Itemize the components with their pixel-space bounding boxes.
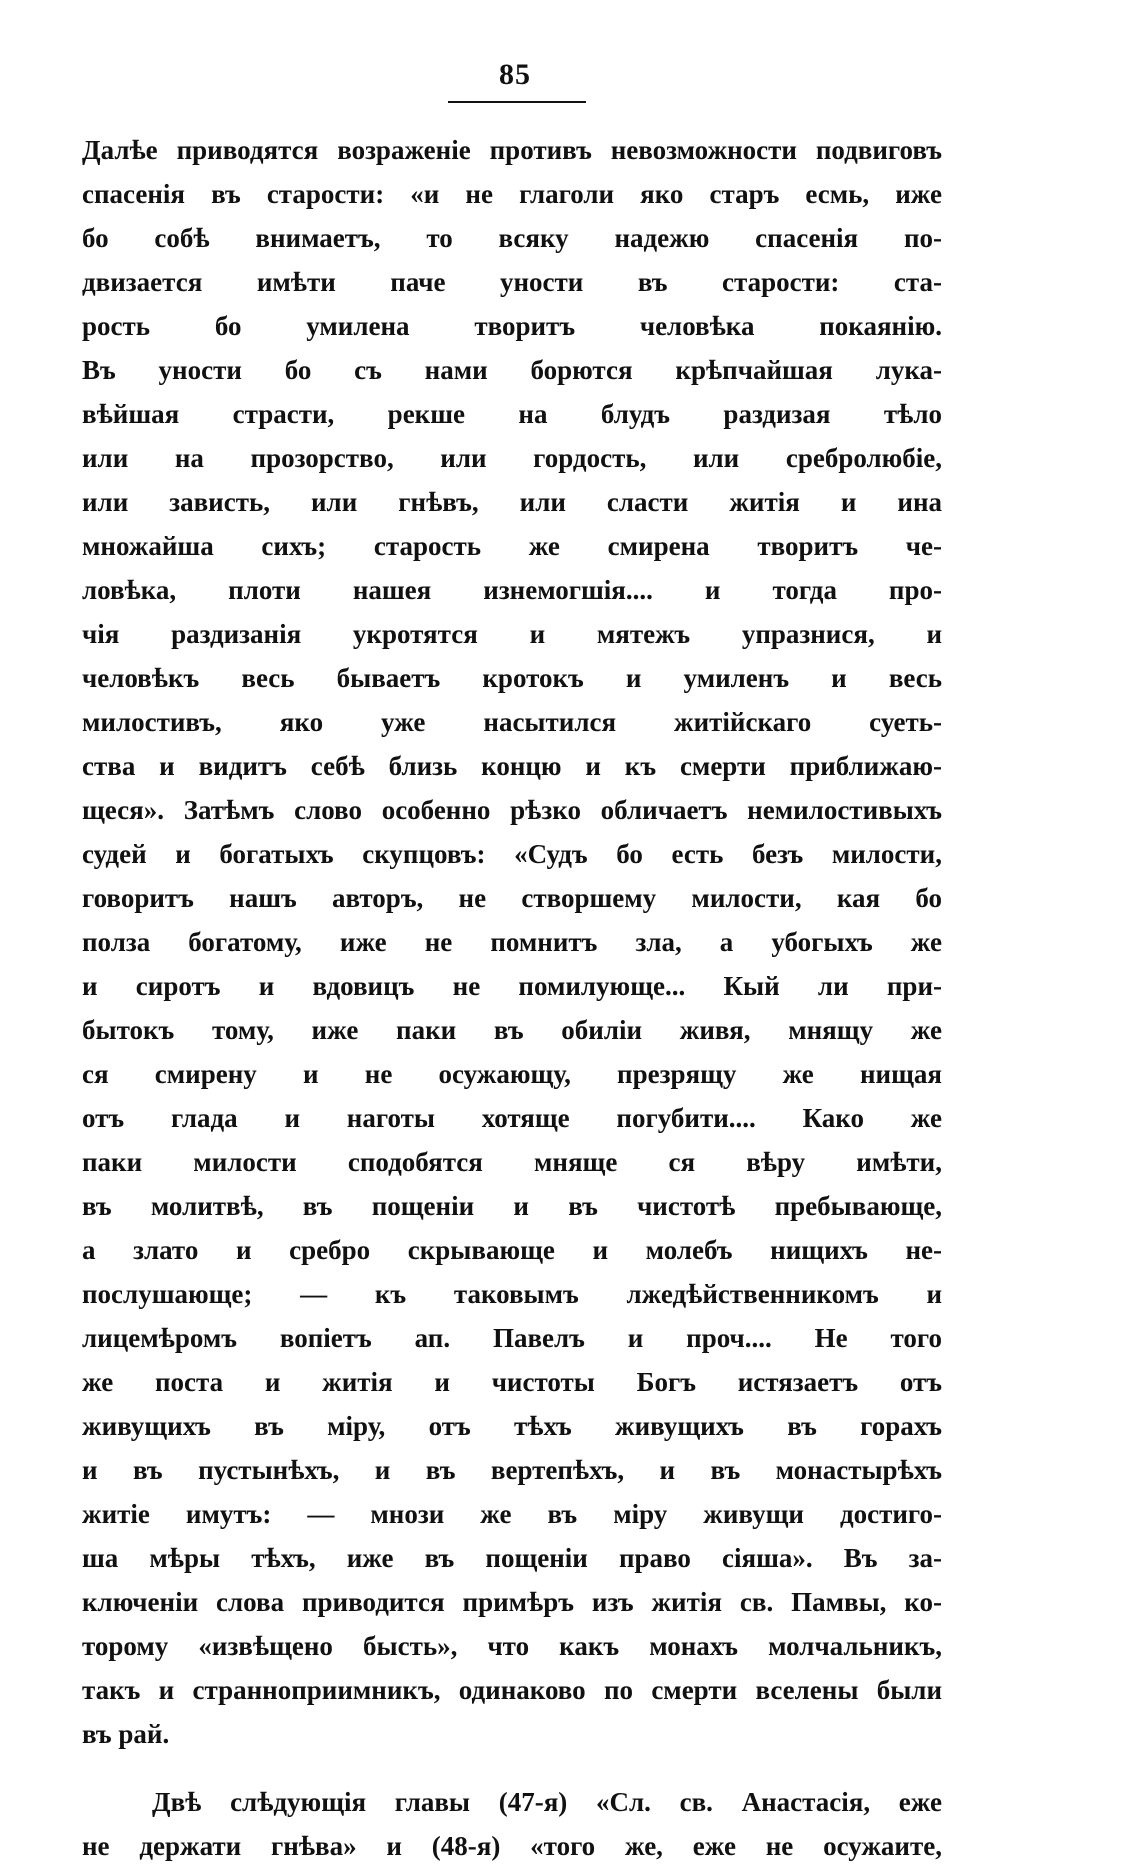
paragraph-gap [82, 1756, 942, 1780]
text-line: же поста и житія и чистоты Богъ истязаетъ отъ [82, 1367, 942, 1397]
text-line: такъ и странноприимникъ, одинаково по смерти вселены были [82, 1675, 942, 1705]
text-line: вѣйшая страсти, рекше на блудъ раздизая тѣло [82, 399, 942, 429]
text-line: живущихъ въ міру, отъ тѣхъ живущихъ въ горахъ [82, 1411, 942, 1441]
text-line: ша мѣры тѣхъ, иже въ пощеніи право сіяша». Въ за- [82, 1543, 942, 1573]
text-line: ключеніи слова приводится примѣръ изъ житія св. Памвы, ко- [82, 1587, 942, 1617]
paragraph-1 [82, 128, 942, 1756]
text-line: полза богатому, иже не помнитъ зла, а убогыхъ же [82, 927, 942, 957]
text-line: ловѣка, плоти нашея изнемогшія.... и тогда про- [82, 575, 942, 605]
text-line: бо собѣ внимаетъ, то всяку надежю спасенія по- [82, 223, 942, 253]
text-line: и въ пустынѣхъ, и въ вертепѣхъ, и въ монастырѣхъ [82, 1455, 942, 1485]
text-line: Двѣ слѣдующія главы (47-я) «Сл. св. Анастасія, еже [152, 1787, 942, 1817]
text-line: спасенія въ старости: «и не глаголи яко старъ есмь, иже [82, 179, 942, 209]
text-line: въ рай. [82, 1719, 170, 1749]
header-rule [448, 101, 586, 103]
text-line: и сиротъ и вдовицъ не помилующе... Кый ли при- [82, 971, 942, 1001]
text-line: щеся». Затѣмъ слово особенно рѣзко обличаетъ немилостивыхъ [82, 795, 942, 825]
text-line: не держати гнѣва» и (48-я) «того же, еже не осужаите, [82, 1831, 942, 1861]
text-line: или зависть, или гнѣвъ, или сласти житія и ина [82, 487, 942, 517]
text-line: торому «извѣщено бысть», что какъ монахъ молчальникъ, [82, 1631, 942, 1661]
text-line: говоритъ нашъ авторъ, не створшему милости, кая бо [82, 883, 942, 913]
text-line: бытокъ тому, иже паки въ обилiи живя, мнящу же [82, 1015, 942, 1045]
text-line: житіе имутъ: — мнози же въ міру живущи достиго- [82, 1499, 942, 1529]
text-line: милостивъ, яко уже насытился житійскаго суеть- [82, 707, 942, 737]
text-line: Далѣе приводятся возраженіе противъ невозможности подвиговъ [82, 135, 942, 165]
text-line: лицемѣромъ вопіетъ ап. Павелъ и проч.... Не того [82, 1323, 942, 1353]
text-line: множайша сихъ; старость же смирена творитъ че- [82, 531, 942, 561]
text-line: или на прозорство, или гордость, или сребролюбіе, [82, 443, 942, 473]
body-text [82, 128, 942, 1868]
page-number: 85 [499, 58, 531, 91]
text-line: Въ уности бо съ нами борются крѣпчайшая лука- [82, 355, 942, 385]
text-line: человѣкъ весь бываетъ кротокъ и умиленъ и весь [82, 663, 942, 693]
text-line: въ молитвѣ, въ пощеніи и въ чистотѣ пребывающе, [82, 1191, 942, 1221]
text-line: ся смирену и не осужающу, презрящу же нищая [82, 1059, 942, 1089]
text-line: ства и видитъ себѣ близь концю и къ смерти приближаю- [82, 751, 942, 781]
text-line: послушающе; — къ таковымъ лжедѣйственникомъ и [82, 1279, 942, 1309]
text-line: чія раздизанія укротятся и мятежъ упразнися, и [82, 619, 942, 649]
text-line: паки милости сподобятся мняще ся вѣру имѣти, [82, 1147, 942, 1177]
paragraph-2 [82, 1780, 942, 1868]
text-line: а злато и сребро скрывающе и молебъ нищихъ не- [82, 1235, 942, 1265]
text-line: отъ глада и наготы хотяще погубити.... Како же [82, 1103, 942, 1133]
text-line: судей и богатыхъ скупцовъ: «Судъ бо есть безъ милости, [82, 839, 942, 869]
text-line: двизается имѣти паче уности въ старости: ста- [82, 267, 942, 297]
text-line: рость бо умилена творитъ человѣка покаянію. [82, 311, 942, 341]
